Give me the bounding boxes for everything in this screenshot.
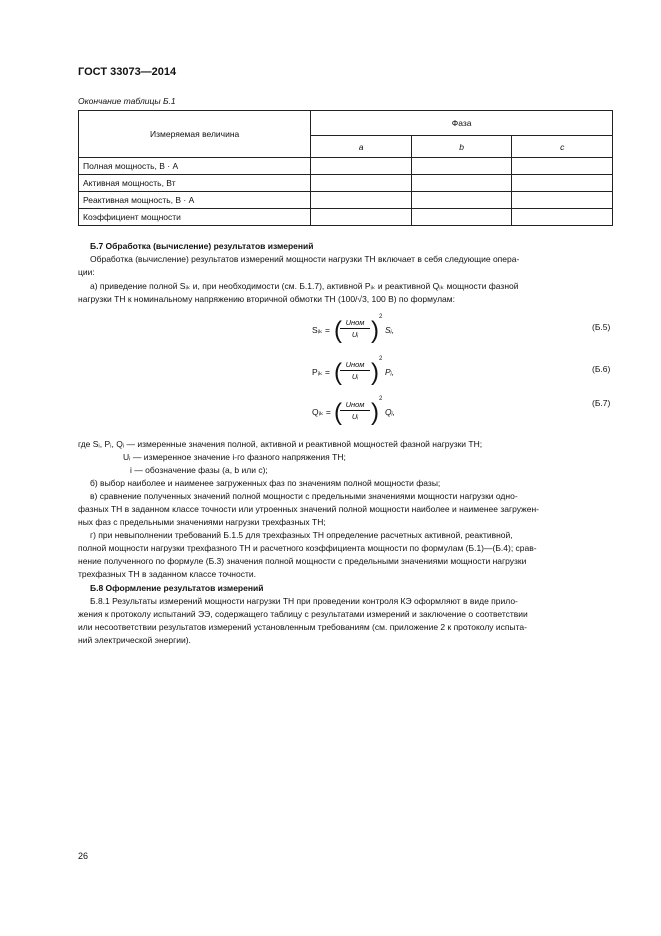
fraction-numerator: Uном <box>340 400 370 411</box>
paragraph-line: Обработка (вычисление) результатов измерений мощности нагрузки ТН включает в себя следующие опера- <box>90 254 520 264</box>
paragraph-line: фазных ТН в заданном классе точности или утроенных значений полной мощности наиболее и наименее загружен- <box>78 504 539 514</box>
list-item-b: б) выбор наиболее и наименее загруженных фаз по значениям полной мощности фазы; <box>90 478 441 488</box>
formula-b6 <box>300 356 620 392</box>
table-row <box>79 209 613 226</box>
formula-exponent: 2 <box>379 314 383 320</box>
document-header: ГОСТ 33073—2014 <box>78 66 177 78</box>
row-label: Коэффициент мощности <box>79 209 311 226</box>
formula-fraction <box>340 400 370 421</box>
formula-paren-right: ) <box>371 399 379 426</box>
row-label: Активная мощность, Вт <box>79 175 311 192</box>
page-number: 26 <box>78 851 89 861</box>
formula-paren-left: ( <box>334 399 342 426</box>
formula-b5 <box>300 314 620 350</box>
formula-rhs: Sᵢ, <box>385 325 395 335</box>
paragraph-line: ний электрической энергии). <box>78 635 191 645</box>
formula-lhs: Qᵢₖ = <box>312 407 331 417</box>
equation-number: (Б.6) <box>592 364 611 374</box>
formula-rhs: Qᵢ, <box>385 407 396 417</box>
formula-b7 <box>300 396 620 432</box>
fraction-denominator: Uᵢ <box>351 372 359 381</box>
paragraph-line: ции: <box>78 267 95 277</box>
paragraph-line: а) приведение полной Sᵢₖ и, при необходимости (см. Б.1.7), активной Pᵢₖ и реактивной Qᵢₖ мощности фазной <box>90 281 519 291</box>
column-header-phase-a: a <box>311 136 412 158</box>
formula-paren-right: ) <box>371 359 379 386</box>
section-heading-b8: Б.8 Оформление результатов измерений <box>90 583 264 593</box>
paragraph-line: нение полученного по формуле (Б.3) значения полной мощности с предельными значениями мощности нагрузки <box>78 556 527 566</box>
list-item-g: г) при невыполнении требований Б.1.5 для трехфазных ТН определение расчетных активной, реактивной, <box>90 530 513 540</box>
formula-lhs: Pᵢₖ = <box>312 367 330 377</box>
formula-rhs: Pᵢ, <box>385 367 395 377</box>
column-header-phase: Фаза <box>311 111 613 136</box>
formula-paren-left: ( <box>334 359 342 386</box>
paragraph-line: полной мощности нагрузки трехфазного ТН и расчетного коэффициента мощности по формулам (Б.1)—(Б.4); срав- <box>78 543 537 553</box>
paragraph-line: Б.8.1 Результаты измерений мощности нагрузки ТН при проведении контроля КЭ оформляют в виде прило- <box>90 596 518 606</box>
paragraph-line: ных фаз с предельными значениями нагрузки трехфазных ТН; <box>78 517 326 527</box>
paragraph-line: или несоответствии результатов измерений установленным требованиям (см. приложение 2 к протоколу испыта- <box>78 622 527 632</box>
formula-fraction <box>340 318 370 339</box>
paragraph-line: жения к протоколу испытаний ЭЭ, содержащего таблицу с результатами измерений и заключение о соответствии <box>78 609 528 619</box>
equation-number: (Б.5) <box>592 322 611 332</box>
section-heading-b7: Б.7 Обработка (вычисление) результатов измерений <box>90 241 314 251</box>
formula-paren-right: ) <box>371 317 379 344</box>
equation-number: (Б.7) <box>592 398 611 408</box>
fraction-numerator: Uном <box>340 360 370 371</box>
formula-fraction <box>340 360 370 381</box>
column-header-quantity: Измеряемая величина <box>79 111 311 158</box>
table-row <box>79 158 613 175</box>
list-item-v: в) сравнение полученных значений полной мощности с предельными значениями мощности нагрузки одно- <box>90 491 518 501</box>
formula-paren-left: ( <box>334 317 342 344</box>
paragraph-line: нагрузки ТН к номинальному напряжению вторичной обмотки ТН (100/√3, 100 В) по формулам: <box>78 294 455 304</box>
row-label: Реактивная мощность, В · А <box>79 192 311 209</box>
table-row <box>79 175 613 192</box>
measurement-table <box>78 110 613 226</box>
fraction-denominator: Uᵢ <box>351 412 359 421</box>
table-row <box>79 192 613 209</box>
formula-lhs: Sᵢₖ = <box>312 325 330 335</box>
row-label: Полная мощность, В · А <box>79 158 311 175</box>
formula-exponent: 2 <box>379 396 383 402</box>
formula-exponent: 2 <box>379 356 383 362</box>
fraction-denominator: Uᵢ <box>351 330 359 339</box>
paragraph-line: трехфазных ТН в заданном классе точности. <box>78 569 256 579</box>
table-caption: Окончание таблицы Б.1 <box>78 96 176 106</box>
where-line: i — обозначение фазы (a, b или c); <box>130 465 268 475</box>
where-line: Uᵢ — измеренное значение i-го фазного напряжения ТН; <box>123 452 346 462</box>
where-line: где Sᵢ, Pᵢ, Qᵢ — измеренные значения полной, активной и реактивной мощностей фазной нагрузки ТН; <box>78 439 483 449</box>
column-header-phase-c: c <box>512 136 613 158</box>
column-header-phase-b: b <box>411 136 512 158</box>
fraction-numerator: Uном <box>340 318 370 329</box>
